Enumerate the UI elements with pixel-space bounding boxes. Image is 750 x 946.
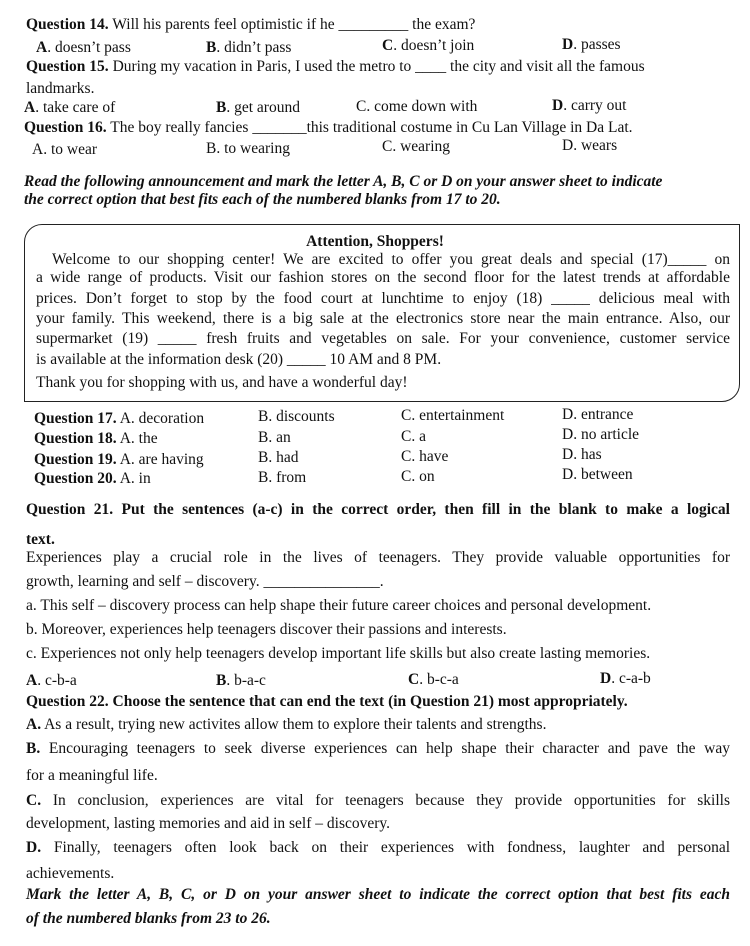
q20-option-b: B. from: [258, 469, 307, 486]
announcement-title: Attention, Shoppers!: [306, 233, 444, 250]
announcement-line-6: is available at the information desk (20) _____ 10 AM and 8 PM.: [36, 351, 442, 368]
announcement-line-2: a wide range of products. Visit our fashion stores on the second floor for the latest trends at affordable: [36, 269, 730, 286]
q19-option-b: B. had: [258, 449, 299, 466]
q21-passage-line-2: growth, learning and self – discovery. _______________.: [26, 573, 384, 590]
q21-option-a: A. c-b-a: [26, 672, 77, 689]
q21-option-b: B. b-a-c: [216, 672, 266, 689]
announcement-line-7: Thank you for shopping with us, and have a wonderful day!: [36, 374, 408, 391]
q14-option-a: A. doesn’t pass: [36, 39, 131, 56]
instruction-23-26-line-2: of the numbered blanks from 23 to 26.: [26, 910, 271, 927]
q22-heading: Question 22. Choose the sentence that can end the text (in Question 21) most appropriately.: [26, 693, 628, 710]
q15-option-c: C. come down with: [356, 98, 478, 115]
q18-option-b: B. an: [258, 429, 291, 446]
q20-option-c: C. on: [401, 468, 435, 485]
q16-option-a: A. to wear: [32, 141, 97, 158]
q16-option-c: C. wearing: [382, 138, 451, 155]
q21-heading-line-1: Question 21. Put the sentences (a-c) in the correct order, then fill in the blank to make a logical: [26, 501, 730, 518]
q21-option-d: D. c-a-b: [600, 670, 651, 687]
q15-option-d: D. carry out: [552, 97, 627, 114]
q15-option-a: A. take care of: [24, 99, 116, 116]
instruction-23-26-line-1: Mark the letter A, B, C, or D on your answer sheet to indicate the correct option that best fits each: [26, 886, 730, 903]
q15-stem-line-2: landmarks.: [26, 80, 95, 97]
announcement-line-1: Welcome to our shopping center! We are excited to offer you great deals and special (17)_____ on: [52, 251, 730, 268]
q17-option-c: C. entertainment: [401, 407, 505, 424]
q18-row: Question 18. A. the: [34, 430, 158, 447]
q20-row: Question 20. A. in: [34, 470, 151, 487]
q14-option-c: C. doesn’t join: [382, 37, 475, 54]
q22-option-b-line-2: for a meaningful life.: [26, 767, 158, 784]
q16-option-d: D. wears: [562, 137, 618, 154]
q14-option-b: B. didn’t pass: [206, 39, 292, 56]
q18-option-d: D. no article: [562, 426, 640, 443]
q21-heading-line-2: text.: [26, 531, 55, 548]
q14-option-d: D. passes: [562, 36, 621, 53]
announcement-line-5: supermarket (19) _____ fresh fruits and vegetables on sale. For your convenience, customer service: [36, 330, 730, 347]
q18-option-c: C. a: [401, 428, 426, 445]
q22-option-d-line-2: achievements.: [26, 865, 115, 882]
instruction-17-20-line-2: the correct option that best fits each of the numbered blanks from 17 to 20.: [24, 191, 501, 208]
q21-passage-line-1: Experiences play a crucial role in the lives of teenagers. They provide valuable opportunities for: [26, 549, 730, 566]
q16-option-b: B. to wearing: [206, 140, 290, 157]
q14-stem-line: [26, 15, 475, 34]
q17-row: Question 17. A. decoration: [34, 410, 205, 427]
q15-stem-line-1: Question 15. During my vacation in Paris, I used the metro to ____ the city and visit all the famous: [26, 58, 645, 75]
q22-option-c-line-2: development, lasting memories and aid in self – discovery.: [26, 815, 391, 832]
q21-sentence-b: b. Moreover, experiences help teenagers discover their passions and interests.: [26, 621, 507, 638]
q22-option-a: A. As a result, trying new activites allow them to explore their talents and strengths.: [26, 716, 547, 733]
instruction-17-20-line-1: Read the following announcement and mark the letter A, B, C or D on your answer sheet to indicate: [24, 173, 663, 190]
q21-sentence-a: a. This self – discovery process can help shape their future career choices and personal development.: [26, 597, 652, 614]
q15-option-b: B. get around: [216, 99, 300, 116]
q20-option-d: D. between: [562, 466, 633, 483]
q16-label: Question 16.: [24, 119, 107, 136]
announcement-line-3: prices. Don’t forget to stop by the food court at lunchtime to enjoy (18) _____ delicious meal with: [36, 290, 730, 307]
q22-option-b-line-1: B. Encouraging teenagers to seek diverse experiences can help shape their character and pave the way: [26, 740, 730, 757]
q19-option-d: D. has: [562, 446, 602, 463]
q14-label: Question 14.: [26, 16, 109, 33]
q22-option-c-line-1: C. In conclusion, experiences are vital for teenagers because they provide opportunities for skills: [26, 792, 731, 809]
q17-option-d: D. entrance: [562, 406, 634, 423]
q17-option-b: B. discounts: [258, 408, 335, 425]
q19-row: Question 19. A. are having: [34, 451, 204, 468]
q22-option-d-line-1: D. Finally, teenagers often look back on their experiences with fondness, laughter and personal: [26, 839, 731, 856]
q19-option-c: C. have: [401, 448, 449, 465]
q14-stem: Will his parents feel optimistic if he _________ the exam?: [112, 16, 476, 33]
announcement-line-4: your family. This weekend, there is a big sale at the electronics store near the main entrance. Also, our: [36, 310, 730, 327]
q21-option-c: C. b-c-a: [408, 671, 459, 688]
q15-label: Question 15.: [26, 58, 109, 75]
q16-stem-line: Question 16. The boy really fancies _______this traditional costume in Cu Lan Village in Da Lat.: [24, 119, 633, 136]
q21-sentence-c: c. Experiences not only help teenagers develop important life skills but also create lasting memories.: [26, 645, 651, 662]
